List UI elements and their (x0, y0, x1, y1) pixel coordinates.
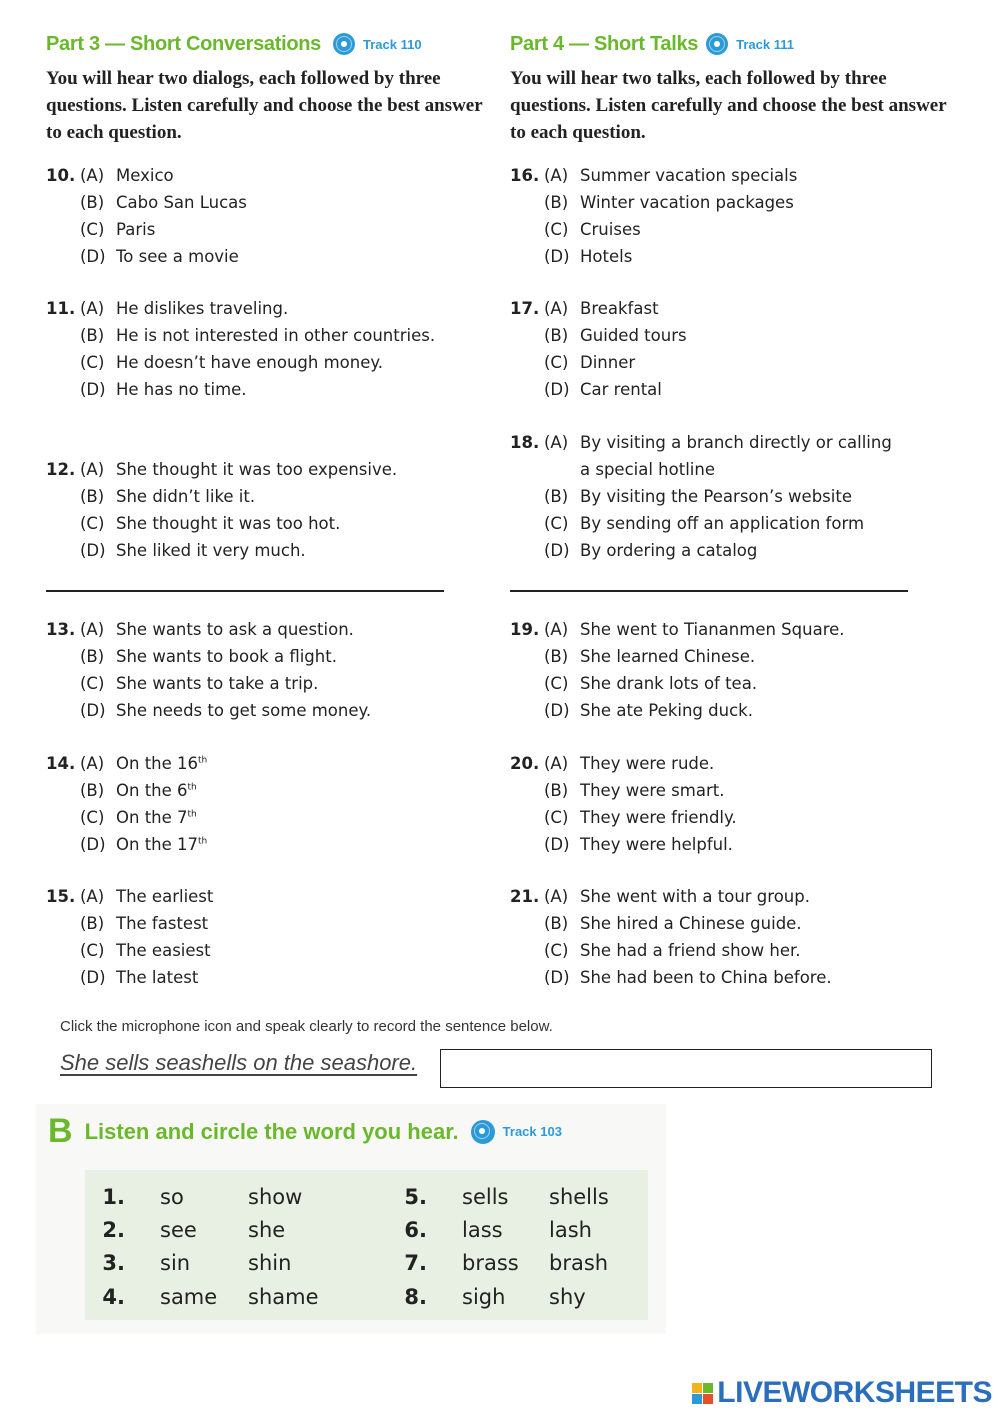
question-number: 14. (46, 754, 76, 773)
question-number: 18. (510, 433, 540, 452)
option-letter: (C) (544, 941, 569, 960)
option-letter: (D) (80, 247, 106, 266)
divider-line (46, 590, 444, 592)
audio-cd-icon[interactable] (333, 33, 355, 55)
option-text: By ordering a catalog (580, 541, 758, 560)
question-16 (510, 162, 950, 270)
section-b-letter: B (48, 1112, 73, 1150)
option-19b[interactable] (510, 643, 950, 670)
word-option[interactable]: lass (462, 1218, 503, 1242)
option-17a[interactable] (510, 295, 950, 322)
option-letter: (D) (544, 968, 570, 987)
option-text: She hired a Chinese guide. (580, 914, 802, 933)
option-letter: (C) (80, 808, 105, 827)
option-text: She had a friend show her. (580, 941, 801, 960)
recording-sentence: She sells seashells on the seashore. (60, 1050, 418, 1075)
word-option[interactable]: shame (248, 1285, 319, 1309)
question-11 (46, 295, 486, 403)
logo-mark-icon (692, 1383, 713, 1404)
question-number: 17. (510, 299, 540, 318)
option-18a[interactable] (510, 429, 950, 483)
word-pair-7 (385, 1247, 645, 1280)
option-21c[interactable] (510, 937, 950, 964)
option-20c[interactable] (510, 804, 950, 831)
word-pair-4 (85, 1281, 365, 1314)
question-number: 12. (46, 460, 76, 479)
option-letter: (B) (544, 914, 569, 933)
question-21 (510, 883, 950, 991)
word-option[interactable]: she (248, 1218, 286, 1242)
option-text: She ate Peking duck. (580, 701, 753, 720)
option-letter: (A) (80, 754, 105, 773)
option-12c[interactable] (46, 510, 486, 537)
question-19 (510, 616, 950, 724)
option-letter: (A) (544, 166, 569, 185)
option-letter: (D) (80, 835, 106, 854)
option-text: By visiting a branch directly or calling a special hotline (580, 433, 892, 479)
question-number: 21. (510, 887, 540, 906)
option-text (116, 804, 486, 831)
option-text (116, 777, 486, 804)
option-12b[interactable] (46, 483, 486, 510)
option-letter: (C) (544, 514, 569, 533)
option-text: She went to Tiananmen Square. (580, 620, 845, 639)
option-15d[interactable] (46, 964, 486, 991)
option-10c[interactable] (46, 216, 486, 243)
part4-title: Part 4 — Short Talks (510, 32, 699, 55)
option-text: Guided tours (580, 326, 687, 345)
question-12 (46, 456, 486, 564)
option-text: She didn’t like it. (116, 487, 256, 506)
question-number: 13. (46, 620, 76, 639)
question-number: 11. (46, 299, 76, 318)
question-number: 20. (510, 754, 540, 773)
question-14 (46, 750, 486, 858)
pair-number: 3. (102, 1251, 125, 1275)
option-15a[interactable] (46, 883, 486, 910)
option-text: To see a movie (116, 247, 239, 266)
part3-track-label: Track 110 (363, 36, 422, 52)
option-21a[interactable] (510, 883, 950, 910)
option-18b[interactable] (510, 483, 950, 510)
word-pair-5 (385, 1181, 645, 1214)
option-letter: (D) (544, 247, 570, 266)
option-21d[interactable] (510, 964, 950, 991)
option-text: Cruises (580, 220, 641, 239)
option-14c[interactable] (46, 804, 486, 831)
part3-title: Part 3 — Short Conversations (46, 32, 321, 55)
option-text: Car rental (580, 380, 662, 399)
option-text: She drank lots of tea. (580, 674, 758, 693)
option-text-main: On the 16 (116, 754, 199, 773)
word-option[interactable]: shells (549, 1185, 609, 1209)
option-text-main: On the 6 (116, 781, 188, 800)
option-16c[interactable] (510, 216, 950, 243)
option-20a[interactable] (510, 750, 950, 777)
section-b-header (48, 1112, 562, 1151)
option-14d[interactable] (46, 831, 486, 858)
ordinal-suffix: th (187, 782, 197, 793)
word-pair-3 (85, 1247, 365, 1280)
word-option[interactable]: lash (549, 1218, 592, 1242)
option-letter: (D) (80, 701, 106, 720)
option-letter: (C) (80, 941, 105, 960)
word-pair-2 (85, 1214, 365, 1247)
option-text: She liked it very much. (116, 541, 306, 560)
question-20 (510, 750, 950, 858)
option-text: They were friendly. (580, 808, 737, 827)
option-letter: (A) (544, 620, 569, 639)
part3-header (46, 30, 486, 58)
option-text: She wants to book a flight. (116, 647, 337, 666)
option-text: Winter vacation packages (580, 193, 794, 212)
option-letter: (D) (544, 541, 570, 560)
option-10b[interactable] (46, 189, 486, 216)
question-number: 16. (510, 166, 540, 185)
option-18d[interactable] (510, 537, 950, 564)
option-letter: (A) (544, 887, 569, 906)
option-text (116, 831, 486, 858)
option-19c[interactable] (510, 670, 950, 697)
option-10d[interactable] (46, 243, 486, 270)
option-21b[interactable] (510, 910, 950, 937)
word-pair-1 (85, 1181, 365, 1214)
pair-number: 2. (102, 1218, 125, 1242)
word-option[interactable]: sells (462, 1185, 509, 1209)
word-option[interactable]: sin (160, 1251, 191, 1275)
question-18 (510, 429, 950, 564)
option-text: She thought it was too hot. (116, 514, 341, 533)
option-text: She wants to take a trip. (116, 674, 319, 693)
divider-line (510, 590, 908, 592)
pair-number: 6. (404, 1218, 427, 1242)
option-19a[interactable] (510, 616, 950, 643)
question-number: 15. (46, 887, 76, 906)
option-20b[interactable] (510, 777, 950, 804)
option-text: Breakfast (580, 299, 659, 318)
part4-instructions: You will hear two talks, each followed by three questions. Listen carefully and choose the best answer to each question. (510, 68, 947, 143)
word-option[interactable]: brass (462, 1251, 519, 1275)
option-letter: (A) (80, 460, 105, 479)
pair-number: 7. (404, 1251, 427, 1275)
word-pair-8 (385, 1281, 645, 1314)
option-text: She went with a tour group. (580, 887, 810, 906)
option-11a[interactable] (46, 295, 486, 322)
option-text: The fastest (116, 914, 209, 933)
option-letter: (A) (80, 620, 105, 639)
option-text: They were helpful. (580, 835, 733, 854)
option-16d[interactable] (510, 243, 950, 270)
option-19d[interactable] (510, 697, 950, 724)
option-text: She wants to ask a question. (116, 620, 354, 639)
option-20d[interactable] (510, 831, 950, 858)
option-letter: (D) (544, 835, 570, 854)
word-option[interactable]: shy (549, 1285, 586, 1309)
option-letter: (D) (80, 968, 106, 987)
option-13c[interactable] (46, 670, 486, 697)
part3-section (46, 30, 486, 987)
word-option[interactable]: so (160, 1185, 184, 1209)
option-text: He doesn’t have enough money. (116, 353, 384, 372)
pair-number: 5. (404, 1185, 427, 1209)
option-text: The easiest (116, 941, 211, 960)
option-letter: (C) (80, 674, 105, 693)
option-letter: (A) (80, 887, 105, 906)
option-letter: (C) (544, 808, 569, 827)
option-text: They were smart. (580, 781, 725, 800)
option-letter: (B) (80, 781, 105, 800)
option-text: The latest (116, 968, 199, 987)
option-letter: (C) (80, 220, 105, 239)
option-letter: (B) (544, 487, 569, 506)
part3-instructions: You will hear two dialogs, each followed by three questions. Listen carefully and choose the best answer to each question. (46, 68, 483, 143)
audio-cd-icon[interactable] (471, 1120, 495, 1144)
option-letter: (D) (544, 701, 570, 720)
word-option[interactable]: same (160, 1285, 218, 1309)
option-letter: (A) (544, 433, 569, 452)
option-12a[interactable] (46, 456, 486, 483)
option-text-main: On the 17 (116, 835, 199, 854)
option-14b[interactable] (46, 777, 486, 804)
option-letter: (A) (80, 299, 105, 318)
option-letter: (D) (80, 380, 106, 399)
option-18c[interactable] (510, 510, 950, 537)
option-text: The earliest (116, 887, 214, 906)
option-text (116, 750, 486, 777)
logo-text: LIVEWORKSHEETS (717, 1376, 992, 1409)
option-letter: (B) (544, 647, 569, 666)
option-text: Dinner (580, 353, 636, 372)
option-13b[interactable] (46, 643, 486, 670)
option-letter: (B) (80, 914, 105, 933)
question-15 (46, 883, 486, 991)
option-15c[interactable] (46, 937, 486, 964)
option-text: He has no time. (116, 380, 247, 399)
option-text: She learned Chinese. (580, 647, 756, 666)
option-letter: (A) (80, 166, 105, 185)
option-text: Paris (116, 220, 156, 239)
option-text-main: On the 7 (116, 808, 188, 827)
option-letter: (B) (544, 193, 569, 212)
word-option[interactable]: brash (549, 1251, 609, 1275)
option-text: By sending off an application form (580, 514, 865, 533)
option-letter: (B) (80, 326, 105, 345)
option-letter: (B) (80, 487, 105, 506)
option-13d[interactable] (46, 697, 486, 724)
word-option[interactable]: shin (248, 1251, 292, 1275)
option-text: By visiting the Pearson’s website (580, 487, 852, 506)
question-17 (510, 295, 950, 403)
option-text: Mexico (116, 166, 174, 185)
section-b (36, 1104, 666, 1334)
option-letter: (C) (544, 353, 569, 372)
section-b-title: Listen and circle the word you hear. (84, 1118, 459, 1144)
option-letter: (D) (80, 541, 106, 560)
liveworksheets-logo[interactable] (692, 1376, 992, 1410)
option-letter: (B) (544, 326, 569, 345)
option-letter: (D) (544, 380, 570, 399)
part4-header (510, 30, 950, 58)
question-10 (46, 162, 486, 270)
audio-cd-icon[interactable] (706, 33, 728, 55)
pair-number: 4. (102, 1285, 125, 1309)
section-b-track-label: Track 103 (502, 1124, 562, 1139)
option-17d[interactable] (510, 376, 950, 403)
option-text: She thought it was too expensive. (116, 460, 398, 479)
option-letter: (C) (544, 674, 569, 693)
option-letter: (B) (80, 647, 105, 666)
option-text: He dislikes traveling. (116, 299, 289, 318)
option-text: Cabo San Lucas (116, 193, 247, 212)
word-option[interactable]: show (248, 1185, 303, 1209)
option-12d[interactable] (46, 537, 486, 564)
part4-section (510, 30, 950, 987)
question-number: 19. (510, 620, 540, 639)
question-13 (46, 616, 486, 724)
ordinal-suffix: th (198, 836, 208, 847)
option-11b[interactable] (46, 322, 486, 349)
ordinal-suffix: th (187, 809, 197, 820)
option-15b[interactable] (46, 910, 486, 937)
part4-track-label: Track 111 (736, 36, 794, 52)
option-14a[interactable] (46, 750, 486, 777)
option-13a[interactable] (46, 616, 486, 643)
word-option[interactable]: see (160, 1218, 197, 1242)
option-17b[interactable] (510, 322, 950, 349)
option-text: Summer vacation specials (580, 166, 798, 185)
word-pair-6 (385, 1214, 645, 1247)
pair-number: 8. (404, 1285, 427, 1309)
pair-number: 1. (102, 1185, 125, 1209)
recording-instruction: Click the microphone icon and speak clearly to record the sentence below. (60, 1018, 553, 1035)
word-pairs-table (85, 1170, 648, 1320)
option-11c[interactable] (46, 349, 486, 376)
option-letter: (C) (544, 220, 569, 239)
option-text: Hotels (580, 247, 633, 266)
option-text: They were rude. (580, 754, 715, 773)
ordinal-suffix: th (198, 755, 208, 766)
option-16a[interactable] (510, 162, 950, 189)
option-letter: (C) (80, 353, 105, 372)
option-16b[interactable] (510, 189, 950, 216)
question-number: 10. (46, 166, 76, 185)
word-option[interactable]: sigh (462, 1285, 506, 1309)
option-text: He is not interested in other countries. (116, 326, 436, 345)
option-letter: (C) (80, 514, 105, 533)
option-letter: (A) (544, 299, 569, 318)
option-11d[interactable] (46, 376, 486, 403)
option-17c[interactable] (510, 349, 950, 376)
option-letter: (B) (544, 781, 569, 800)
option-text: She needs to get some money. (116, 701, 372, 720)
option-letter: (B) (80, 193, 105, 212)
option-letter: (A) (544, 754, 569, 773)
speech-answer-box[interactable] (440, 1049, 932, 1088)
option-10a[interactable] (46, 162, 486, 189)
option-text: She had been to China before. (580, 968, 832, 987)
